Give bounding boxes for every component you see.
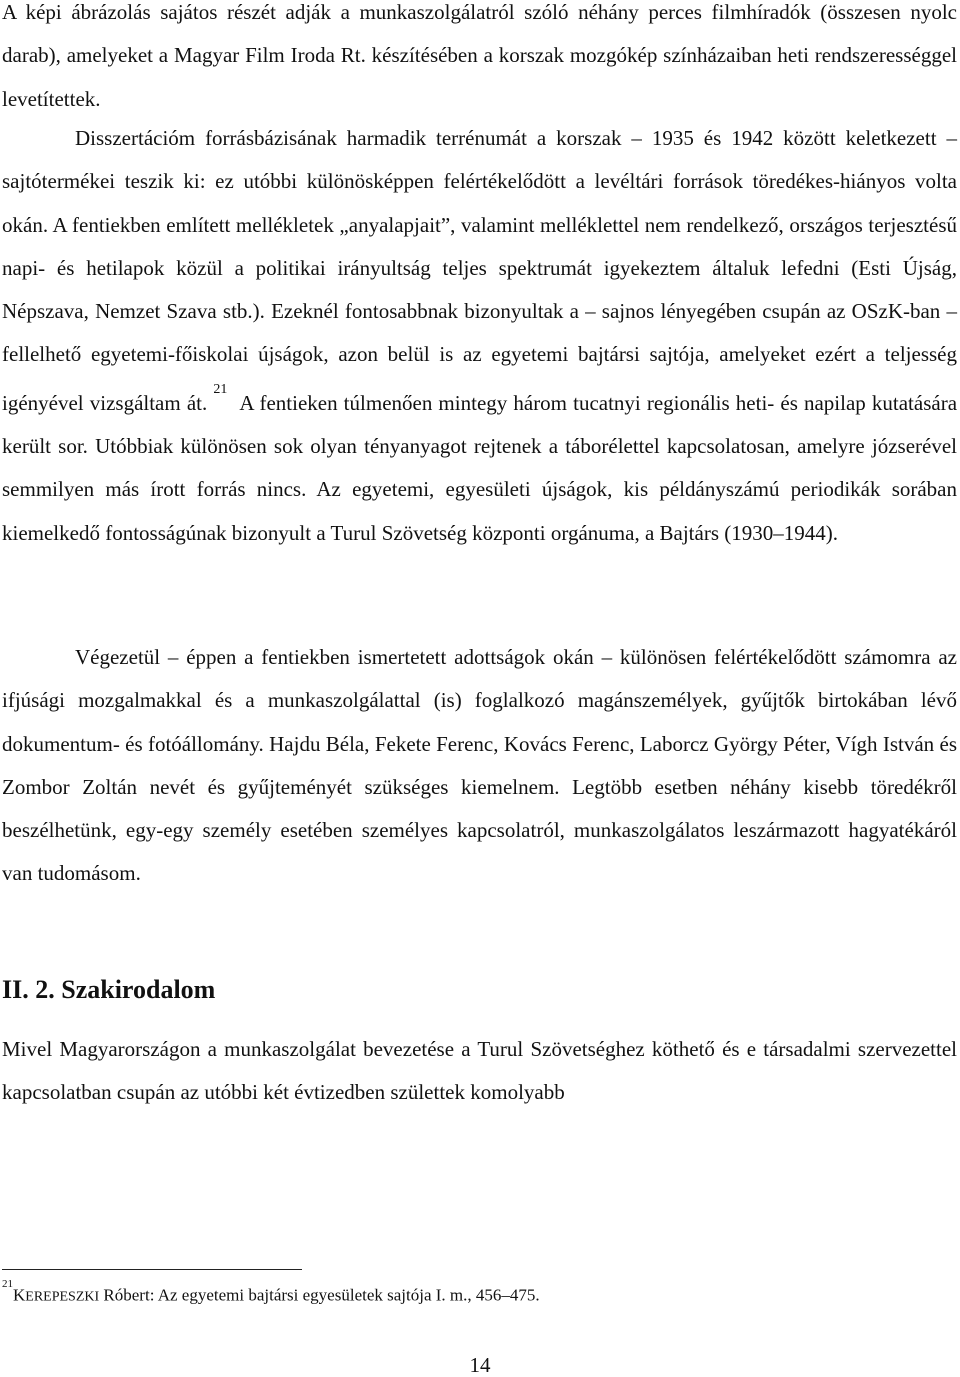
paragraph-text: Végezetül – éppen a fentiekben ismertetett adottságok okán – különösen felértékelődött számomra az ifjúsági mozgalmakkal és a munkaszolgálattal (is) foglalkozó magánszemélyek, gyűjtők birtokában lévő dokumentum- és fotóállomány. Hajdu Béla, Fekete Ferenc, Kovács Ferenc, Laborcz György Péter, Vígh István és Zombor Zoltán nevét és gyűjteményét szükséges kiemelnem. Legtöbb esetben néhány kisebb töredékről beszélhetünk, egy-egy személy esetében személyes kapcsolatról, munkaszolgálatos leszármazott hagyatékáról van tudomásom. bbox=[2, 645, 957, 886]
footnote bbox=[2, 1279, 540, 1310]
page-number: 14 bbox=[469, 1353, 491, 1377]
footnote-author-smallcaps: EREPESZKI bbox=[25, 1289, 100, 1305]
footnote-number: 21 bbox=[2, 1278, 13, 1290]
footnote-text: Róbert: Az egyetemi bajtársi egyesületek sajtója I. m., 456–475. bbox=[99, 1285, 540, 1305]
paragraph-text-after-note: A fentieken túlmenően mintegy három tucatnyi regionális heti- és napilap kutatására került sor. Utóbbiak különösen sok olyan tényanyagot rejtenek a táborélettel kapcsolatosan, amelyre józserével semmilyen más írott forrás nincs. Az egyetemi, egyesületi újságok, kis példányszámú periodikák sorában kiemelkedő fontosságúnak bizonyult a Turul Szövetség központi orgánuma, a Bajtárs (1930–1944). bbox=[2, 390, 958, 545]
paragraph-magangyujtemenyek bbox=[2, 636, 957, 896]
footnote-reference[interactable]: 21 bbox=[213, 381, 228, 397]
footnote-author-initial: K bbox=[13, 1285, 26, 1305]
paragraph-sajtotermekek bbox=[2, 117, 957, 555]
paragraph-szakirodalom bbox=[2, 1028, 957, 1115]
section-heading: II. 2. Szakirodalom bbox=[2, 975, 216, 1004]
paragraph-text: Mivel Magyarországon a munkaszolgálat bevezetése a Turul Szövetséghez köthető és e társadalmi szervezettel kapcsolatban csupán az utóbbi két évtizedben születtek komolyabb bbox=[2, 1037, 957, 1105]
footnote-separator bbox=[2, 1269, 302, 1270]
paragraph-filmhiradok bbox=[2, 0, 957, 121]
paragraph-text: A képi ábrázolás sajátos részét adják a munkaszolgálatról szóló néhány perces filmhíradók (összesen nyolc darab), amelyeket a Magyar Film Iroda Rt. készítésében a korszak mozgókép színházaiban heti rendszerességgel levetítettek. bbox=[2, 0, 957, 111]
paragraph-text-before-note: Disszertációm forrásbázisának harmadik terrénumát a korszak – 1935 és 1942 között keletkezett – sajtótermékei teszik ki: ez utóbbi különösképpen felértékelődött a levéltári források töredékes-hiányos volta okán. A fentiekben említett mellékletek „anyalapjait”, valamint melléklettel nem rendelkező, országos terjesztésű napi- és hetilapok közül a politikai irányultság teljes spektrumát igyekeztem általuk lefedni (Esti Újság, Népszava, Nemzet Szava stb.). Ezeknél fontosabbnak bizonyultak a – sajnos lényegében csupán az OSzK-ban – fellelhető egyetemi-főiskolai újságok, azon belül is az egyetemi bajtársi sajtója, amelyeket ezért a teljesség igényével vizsgáltam át. bbox=[2, 126, 957, 415]
